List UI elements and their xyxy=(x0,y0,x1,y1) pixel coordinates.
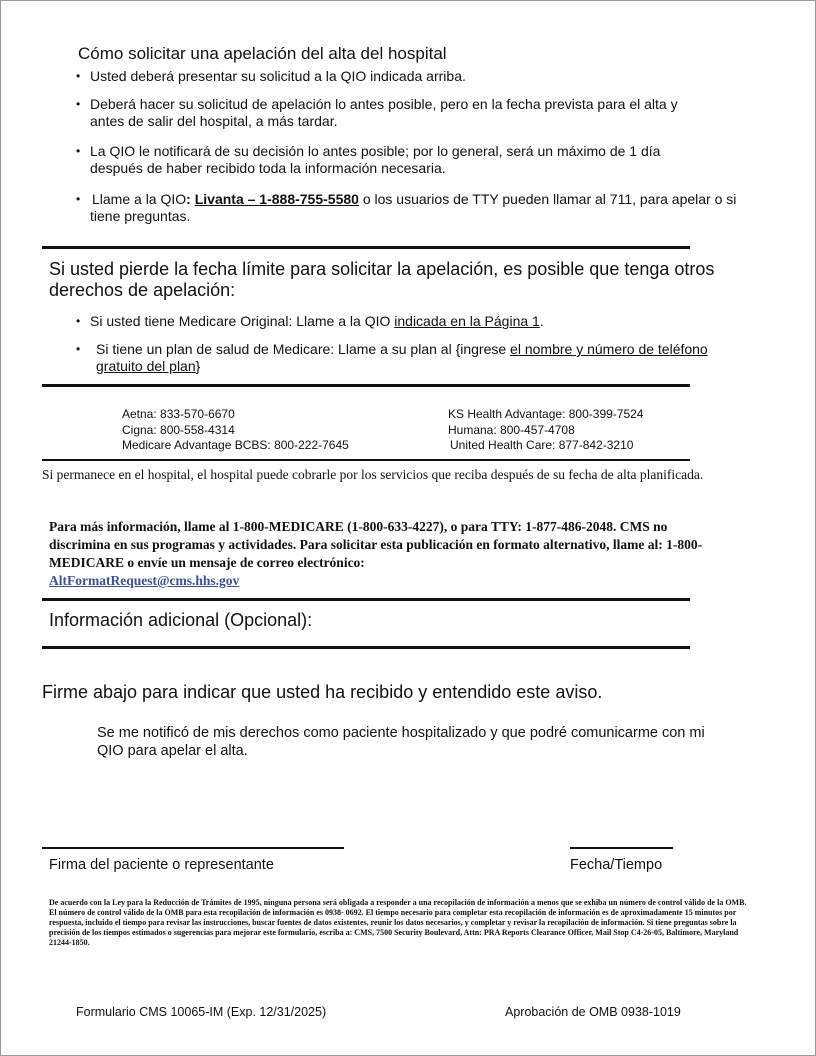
medicare-plan-bullet: • Si tiene un plan de salud de Medicare: Llame a su plan al {ingrese el nombre y número de teléfono gratuito del plan} xyxy=(76,341,708,374)
date-line[interactable] xyxy=(570,847,673,849)
appeal-bullet-3: • La QIO le notificará de su decisión lo antes posible; por lo general, será un máximo de 1 día después de haber recibido toda la información necesaria. xyxy=(76,143,661,176)
page-1-reference-link[interactable]: indicada en la Página 1 xyxy=(394,313,540,329)
section-divider xyxy=(42,246,690,249)
acknowledgement-text: Se me notificó de mis derechos como paciente hospitalizado y que podré comunicarme con mi QIO para apelar el alta. xyxy=(97,725,705,759)
omb-approval: Aprobación de OMB 0938-1019 xyxy=(505,1005,681,1019)
form-number: Formulario CMS 10065-IM (Exp. 12/31/2025) xyxy=(76,1005,327,1019)
bullet-dot-icon: • xyxy=(76,192,81,206)
sign-instruction: Firme abajo para indicar que usted ha recibido y entendido este aviso. xyxy=(42,682,603,702)
section-divider xyxy=(42,459,690,461)
plan-contact-bcbs: Medicare Advantage BCBS: 800-222-7645 xyxy=(122,438,349,452)
bullet-dot-icon: • xyxy=(76,69,81,83)
plan-contact-aetna: Aetna: 833-570-6670 xyxy=(122,407,235,421)
plan-contact-cigna: Cigna: 800-558-4314 xyxy=(122,422,235,437)
plan-name-phone-placeholder: el nombre y número de teléfono gratuito del plan xyxy=(96,341,708,374)
bullet-dot-icon: • xyxy=(76,97,81,111)
section-divider xyxy=(42,646,690,649)
missed-deadline-title: Si usted pierde la fecha límite para solicitar la apelación, es posible que tenga otros derechos de apelación: xyxy=(49,259,715,300)
signature-line[interactable] xyxy=(42,847,344,849)
section-divider xyxy=(42,384,690,387)
appeal-bullet-1: • Usted deberá presentar su solicitud a la QIO indicada arriba. xyxy=(76,68,466,84)
date-label: Fecha/Tiempo xyxy=(570,857,663,873)
section-divider xyxy=(42,598,690,601)
email-link[interactable]: AltFormatRequest@cms.hhs.gov xyxy=(49,573,240,588)
additional-info-label: Información adicional (Opcional): xyxy=(49,610,313,630)
charge-notice: Si permanece en el hospital, el hospital puede cobrarle por los servicios que reciba después de su fecha de alta planificada. xyxy=(42,467,704,482)
plan-contact-humana: Humana: 800-457-4708 xyxy=(448,422,575,437)
appeal-bullet-2: • Deberá hacer su solicitud de apelación lo antes posible, pero en la fecha prevista para el alta y antes de salir del hospital, a más tardar. xyxy=(76,96,678,129)
more-info-block: Para más información, llame al 1-800-MEDICARE (1-800-633-4227), o para TTY: 1-877-486-2048. CMS no discrimina en sus programas y actividades. Para solicitar esta publicación en formato alternativo, llame al: 1-800-MEDICARE o envíe un mensaje de correo electrónico: AltFormatRequest@cms.hhs.gov xyxy=(49,519,703,588)
original-medicare-bullet: • Si usted tiene Medicare Original: Llame a la QIO indicada en la Página 1. xyxy=(76,313,544,329)
plan-contacts-right xyxy=(448,407,643,454)
bullet-dot-icon: • xyxy=(76,314,81,328)
bullet-dot-icon: • xyxy=(76,144,81,158)
pra-statement: De acuerdo con la Ley para la Reducción de Trámites de 1995, ninguna persona será obligada a responder a una recopilación de información a menos que se exhiba un número de control válido de la OMB. El número de control válido de la OMB para esta recopilación de información es 0938- 0692. El tiempo necesario para completar esta recopilación de información es de aproximadamente 15 minutos por respuesta, incluido el tiempo para revisar las instrucciones, buscar fuentes de datos existentes, reunir los datos necesarios, y completar y revisar la recopilación de información. Si tiene preguntas sobre la precisión de los tiempos estimados o sugerencias para mejorar este formulario, escriba a: CMS, 7500 Security Boulevard, Attn: PRA Reports Clearance Officer, Mail Stop C4-26-05, Baltimore, Maryland 21244-1850. xyxy=(49,898,747,947)
plan-contact-ks-health: KS Health Advantage: 800-399-7524 xyxy=(448,407,644,421)
bullet-dot-icon: • xyxy=(76,342,81,356)
plan-contacts-left xyxy=(122,407,349,454)
signature-label: Firma del paciente o representante xyxy=(49,857,274,873)
plan-contact-united: United Health Care: 877-842-3210 xyxy=(450,438,634,452)
appeal-bullet-call-qio: • Llame a la QIO: Livanta – 1-888-755-5580 o los usuarios de TTY pueden llamar al 711, para apelar o si tiene preguntas. xyxy=(76,191,737,224)
qio-contact-link[interactable]: Livanta – 1-888-755-5580 xyxy=(194,191,359,207)
appeal-section-title: Cómo solicitar una apelación del alta del hospital xyxy=(78,44,447,63)
